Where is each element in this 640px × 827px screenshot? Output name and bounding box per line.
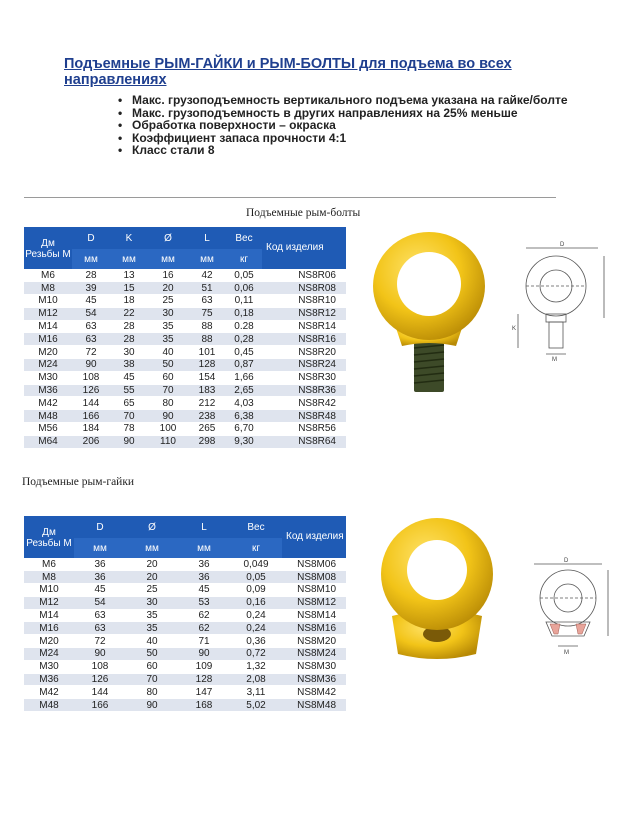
eye-nut-photo xyxy=(370,514,504,666)
feature-item: • Макс. грузоподъемность вертикального подъема указана на гайке/болте xyxy=(118,94,568,107)
table-row xyxy=(24,596,346,609)
value-cell: 18 xyxy=(110,295,148,308)
value-cell: 108 xyxy=(72,371,110,384)
value-cell: 55 xyxy=(110,384,148,397)
value-cell: 2,08 xyxy=(230,673,282,686)
col-header-weight: Вес xyxy=(226,227,262,249)
col-header-thread: Дм Резьбы М xyxy=(24,516,74,558)
value-cell: 15 xyxy=(110,282,148,295)
value-cell: 88 xyxy=(188,320,226,333)
col-header-k: K xyxy=(110,227,148,249)
thread-cell: M8 xyxy=(24,282,72,295)
value-cell: 25 xyxy=(148,295,188,308)
thread-cell: M10 xyxy=(24,295,72,308)
code-cell: NS8M10 xyxy=(282,584,346,597)
thread-cell: M64 xyxy=(24,435,72,448)
value-cell: 75 xyxy=(188,307,226,320)
code-cell: NS8R10 xyxy=(262,295,346,308)
code-cell: NS8R12 xyxy=(262,307,346,320)
col-header-d: D xyxy=(74,516,126,538)
value-cell: 184 xyxy=(72,423,110,436)
value-cell: 63 xyxy=(72,333,110,346)
table-row xyxy=(24,346,346,359)
value-cell: 0,09 xyxy=(230,584,282,597)
col-header-weight: Вес xyxy=(230,516,282,538)
thread-cell: M24 xyxy=(24,648,74,661)
feature-list xyxy=(118,94,568,157)
value-cell: 0,11 xyxy=(226,295,262,308)
value-cell: 54 xyxy=(72,307,110,320)
value-cell: 0,16 xyxy=(230,596,282,609)
value-cell: 28 xyxy=(72,269,110,282)
value-cell: 90 xyxy=(148,410,188,423)
value-cell: 128 xyxy=(178,673,230,686)
value-cell: 35 xyxy=(148,320,188,333)
drawing-label-m: M xyxy=(564,650,569,656)
table-row xyxy=(24,699,346,712)
table-row xyxy=(24,295,346,308)
value-cell: 62 xyxy=(178,609,230,622)
value-cell: 28 xyxy=(110,320,148,333)
drawing-label-m: M xyxy=(552,357,557,362)
value-cell: 40 xyxy=(126,635,178,648)
code-cell: NS8M20 xyxy=(282,635,346,648)
value-cell: 30 xyxy=(126,596,178,609)
thread-cell: M16 xyxy=(24,333,72,346)
value-cell: 20 xyxy=(126,558,178,571)
value-cell: 144 xyxy=(74,686,126,699)
value-cell: 36 xyxy=(178,558,230,571)
value-cell: 265 xyxy=(188,423,226,436)
code-cell: NS8M12 xyxy=(282,596,346,609)
value-cell: 1,32 xyxy=(230,660,282,673)
col-header-l: L xyxy=(178,516,230,538)
thread-cell: M10 xyxy=(24,584,74,597)
value-cell: 36 xyxy=(178,571,230,584)
table-row xyxy=(24,584,346,597)
code-cell: NS8R06 xyxy=(262,269,346,282)
value-cell: 70 xyxy=(148,384,188,397)
code-cell: NS8R48 xyxy=(262,410,346,423)
value-cell: 72 xyxy=(74,635,126,648)
code-cell: NS8R16 xyxy=(262,333,346,346)
table-row xyxy=(24,571,346,584)
thread-cell: M6 xyxy=(24,269,72,282)
value-cell: 5,02 xyxy=(230,699,282,712)
value-cell: 45 xyxy=(72,295,110,308)
value-cell: 22 xyxy=(110,307,148,320)
value-cell: 35 xyxy=(126,622,178,635)
value-cell: 0,049 xyxy=(230,558,282,571)
table-row xyxy=(24,307,346,320)
value-cell: 39 xyxy=(72,282,110,295)
value-cell: 60 xyxy=(148,371,188,384)
value-cell: 108 xyxy=(74,660,126,673)
value-cell: 38 xyxy=(110,359,148,372)
value-cell: 9,30 xyxy=(226,435,262,448)
value-cell: 25 xyxy=(126,584,178,597)
value-cell: 6,70 xyxy=(226,423,262,436)
value-cell: 16 xyxy=(148,269,188,282)
value-cell: 128 xyxy=(188,359,226,372)
value-cell: 2,65 xyxy=(226,384,262,397)
value-cell: 0,45 xyxy=(226,346,262,359)
value-cell: 45 xyxy=(110,371,148,384)
thread-cell: M42 xyxy=(24,686,74,699)
code-cell: NS8R56 xyxy=(262,423,346,436)
value-cell: 13 xyxy=(110,269,148,282)
thread-cell: M12 xyxy=(24,596,74,609)
code-cell: NS8M42 xyxy=(282,686,346,699)
value-cell: 0,24 xyxy=(230,622,282,635)
value-cell: 63 xyxy=(72,320,110,333)
value-cell: 71 xyxy=(178,635,230,648)
feature-item: • Класс стали 8 xyxy=(118,144,568,157)
code-cell: NS8R08 xyxy=(262,282,346,295)
col-header-diameter: Ø xyxy=(126,516,178,538)
unit-diameter: мм xyxy=(126,538,178,558)
value-cell: 20 xyxy=(148,282,188,295)
code-cell: NS8R30 xyxy=(262,371,346,384)
value-cell: 238 xyxy=(188,410,226,423)
value-cell: 6,38 xyxy=(226,410,262,423)
col-header-diameter: Ø xyxy=(148,227,188,249)
eye-bolt-photo xyxy=(356,228,504,396)
value-cell: 88 xyxy=(188,333,226,346)
value-cell: 62 xyxy=(178,622,230,635)
value-cell: 36 xyxy=(74,558,126,571)
drawing-label-k: K xyxy=(512,326,517,332)
value-cell: 51 xyxy=(188,282,226,295)
divider xyxy=(24,197,556,198)
thread-cell: M14 xyxy=(24,609,74,622)
value-cell: 20 xyxy=(126,571,178,584)
table-row xyxy=(24,660,346,673)
thread-cell: M30 xyxy=(24,371,72,384)
col-header-thread: Дм Резьбы М xyxy=(24,227,72,269)
code-cell: NS8R14 xyxy=(262,320,346,333)
col-header-code: Код изделия xyxy=(262,227,346,269)
value-cell: 212 xyxy=(188,397,226,410)
value-cell: 147 xyxy=(178,686,230,699)
value-cell: 101 xyxy=(188,346,226,359)
table-row xyxy=(24,269,346,282)
col-header-code: Код изделия xyxy=(282,516,346,558)
code-cell: NS8M24 xyxy=(282,648,346,661)
value-cell: 63 xyxy=(74,622,126,635)
thread-cell: M24 xyxy=(24,359,72,372)
thread-cell: M42 xyxy=(24,397,72,410)
table-row xyxy=(24,648,346,661)
value-cell: 36 xyxy=(74,571,126,584)
value-cell: 40 xyxy=(148,346,188,359)
bolts-table xyxy=(24,227,346,449)
drawing-label-d: D xyxy=(560,242,565,248)
table-row xyxy=(24,359,346,372)
unit-weight: кг xyxy=(230,538,282,558)
code-cell: NS8R24 xyxy=(262,359,346,372)
value-cell: 100 xyxy=(148,423,188,436)
col-header-l: L xyxy=(188,227,226,249)
value-cell: 80 xyxy=(126,686,178,699)
value-cell: 78 xyxy=(110,423,148,436)
thread-cell: M48 xyxy=(24,410,72,423)
thread-cell: M30 xyxy=(24,660,74,673)
value-cell: 183 xyxy=(188,384,226,397)
thread-cell: M36 xyxy=(24,673,74,686)
value-cell: 90 xyxy=(126,699,178,712)
value-cell: 35 xyxy=(126,609,178,622)
thread-cell: M12 xyxy=(24,307,72,320)
thread-cell: M8 xyxy=(24,571,74,584)
value-cell: 63 xyxy=(188,295,226,308)
thread-cell: M36 xyxy=(24,384,72,397)
thread-cell: M20 xyxy=(24,635,74,648)
nuts-table xyxy=(24,516,346,712)
feature-item: • Обработка поверхности – окраска xyxy=(118,119,568,132)
table-row xyxy=(24,673,346,686)
value-cell: 0,87 xyxy=(226,359,262,372)
unit-k: мм xyxy=(110,249,148,269)
value-cell: 90 xyxy=(74,648,126,661)
value-cell: 166 xyxy=(74,699,126,712)
value-cell: 0,18 xyxy=(226,307,262,320)
value-cell: 53 xyxy=(178,596,230,609)
code-cell: NS8R20 xyxy=(262,346,346,359)
value-cell: 298 xyxy=(188,435,226,448)
code-cell: NS8M06 xyxy=(282,558,346,571)
value-cell: 0,05 xyxy=(226,269,262,282)
table-row xyxy=(24,686,346,699)
value-cell: 0,36 xyxy=(230,635,282,648)
table-row xyxy=(24,320,346,333)
unit-diameter: мм xyxy=(148,249,188,269)
table-row xyxy=(24,609,346,622)
value-cell: 144 xyxy=(72,397,110,410)
value-cell: 35 xyxy=(148,333,188,346)
table-row xyxy=(24,410,346,423)
feature-item: • Макс. грузоподъемность в других направлениях на 25% меньше xyxy=(118,107,568,120)
unit-weight: кг xyxy=(226,249,262,269)
value-cell: 45 xyxy=(74,584,126,597)
value-cell: 80 xyxy=(148,397,188,410)
col-header-d: D xyxy=(72,227,110,249)
table-row xyxy=(24,282,346,295)
value-cell: 110 xyxy=(148,435,188,448)
code-cell: NS8M30 xyxy=(282,660,346,673)
code-cell: NS8R36 xyxy=(262,384,346,397)
value-cell: 42 xyxy=(188,269,226,282)
table-row xyxy=(24,622,346,635)
thread-cell: M20 xyxy=(24,346,72,359)
value-cell: 72 xyxy=(72,346,110,359)
code-cell: NS8M16 xyxy=(282,622,346,635)
thread-cell: M56 xyxy=(24,423,72,436)
table-row xyxy=(24,371,346,384)
value-cell: 30 xyxy=(148,307,188,320)
value-cell: 126 xyxy=(72,384,110,397)
code-cell: NS8R42 xyxy=(262,397,346,410)
value-cell: 206 xyxy=(72,435,110,448)
code-cell: NS8R64 xyxy=(262,435,346,448)
value-cell: 60 xyxy=(126,660,178,673)
unit-l: мм xyxy=(178,538,230,558)
table-row xyxy=(24,384,346,397)
code-cell: NS8M48 xyxy=(282,699,346,712)
table-row xyxy=(24,635,346,648)
value-cell: 3,11 xyxy=(230,686,282,699)
code-cell: NS8M14 xyxy=(282,609,346,622)
value-cell: 1,66 xyxy=(226,371,262,384)
value-cell: 0,28 xyxy=(226,333,262,346)
unit-d: мм xyxy=(72,249,110,269)
value-cell: 168 xyxy=(178,699,230,712)
eye-bolt-drawing xyxy=(508,240,618,362)
value-cell: 166 xyxy=(72,410,110,423)
value-cell: 70 xyxy=(110,410,148,423)
value-cell: 0,06 xyxy=(226,282,262,295)
value-cell: 90 xyxy=(72,359,110,372)
page-title: Подъемные РЫМ-ГАЙКИ и РЫМ-БОЛТЫ для подъема во всех направлениях xyxy=(64,56,512,88)
value-cell: 50 xyxy=(148,359,188,372)
thread-cell: M16 xyxy=(24,622,74,635)
value-cell: 45 xyxy=(178,584,230,597)
table-row xyxy=(24,423,346,436)
thread-cell: M14 xyxy=(24,320,72,333)
value-cell: 0,24 xyxy=(230,609,282,622)
value-cell: 0,05 xyxy=(230,571,282,584)
value-cell: 154 xyxy=(188,371,226,384)
value-cell: 63 xyxy=(74,609,126,622)
code-cell: NS8M36 xyxy=(282,673,346,686)
table-row xyxy=(24,333,346,346)
eye-nut-drawing xyxy=(520,556,624,656)
bolts-caption: Подъемные рым-болты xyxy=(246,207,361,219)
table-row xyxy=(24,397,346,410)
value-cell: 30 xyxy=(110,346,148,359)
value-cell: 90 xyxy=(178,648,230,661)
value-cell: 50 xyxy=(126,648,178,661)
value-cell: 0.28 xyxy=(226,320,262,333)
value-cell: 54 xyxy=(74,596,126,609)
value-cell: 0,72 xyxy=(230,648,282,661)
drawing-label-d: D xyxy=(564,558,569,564)
nuts-caption: Подъемные рым-гайки xyxy=(22,476,135,488)
table-row xyxy=(24,435,346,448)
table-row xyxy=(24,558,346,571)
unit-l: мм xyxy=(188,249,226,269)
feature-item: • Коэффициент запаса прочности 4:1 xyxy=(118,132,568,145)
value-cell: 70 xyxy=(126,673,178,686)
thread-cell: M48 xyxy=(24,699,74,712)
value-cell: 90 xyxy=(110,435,148,448)
value-cell: 4,03 xyxy=(226,397,262,410)
value-cell: 65 xyxy=(110,397,148,410)
thread-cell: M6 xyxy=(24,558,74,571)
unit-d: мм xyxy=(74,538,126,558)
value-cell: 126 xyxy=(74,673,126,686)
value-cell: 28 xyxy=(110,333,148,346)
code-cell: NS8M08 xyxy=(282,571,346,584)
value-cell: 109 xyxy=(178,660,230,673)
